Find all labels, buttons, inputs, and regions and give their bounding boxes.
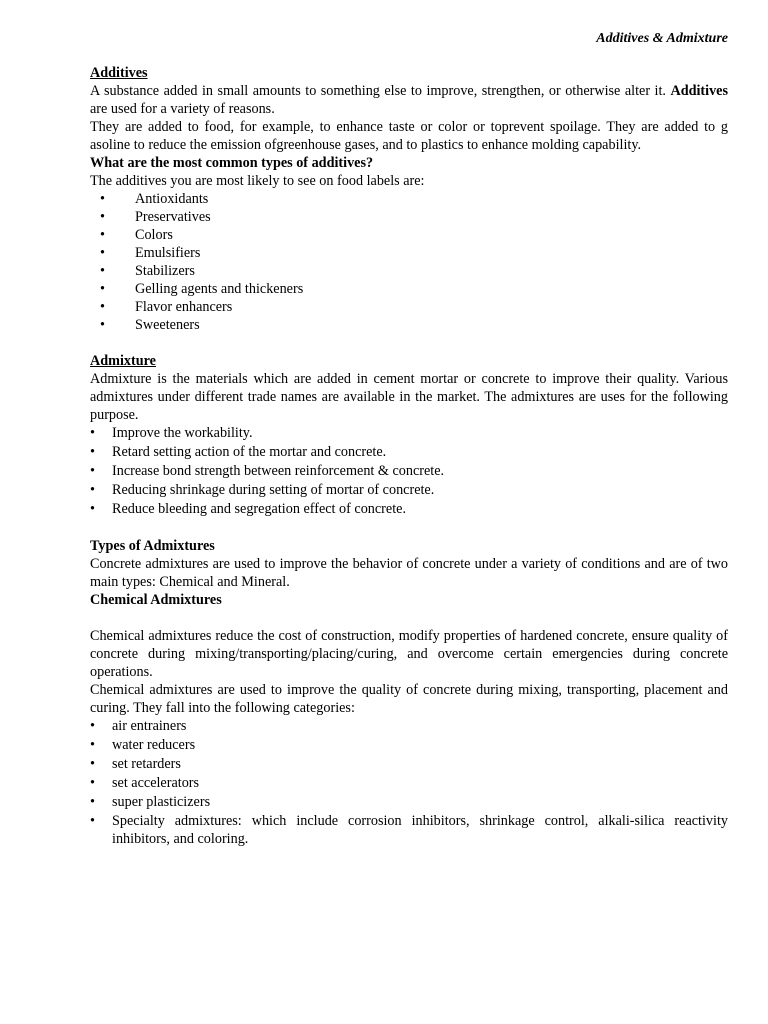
list-item: • Flavor enhancers (100, 299, 233, 315)
list-item: • Reducing shrinkage during setting of mortar of concrete. (90, 482, 435, 498)
list-item: • Reduce bleeding and segregation effect of concrete. (90, 501, 406, 517)
additives-question: What are the most common types of additives? (90, 155, 374, 171)
list-item: • Stabilizers (100, 263, 195, 279)
food-additives-list (90, 190, 728, 334)
additives-heading: Additives (90, 65, 148, 81)
list-item: • set accelerators (90, 775, 200, 791)
chemical-admixtures-heading: Chemical Admixtures (90, 592, 222, 608)
admixture-heading: Admixture (90, 353, 156, 369)
list-item: • air entrainers (90, 718, 187, 734)
list-item: • Gelling agents and thickeners (100, 281, 304, 297)
admixture-purpose-list (90, 424, 728, 519)
running-header: Additives & Admixture (596, 31, 728, 46)
list-item: • Preservatives (100, 209, 211, 225)
list-item: • Specialty admixtures: which include corrosion inhibitors, shrinkage control, alkali-silica reactivity inhibitors, and coloring. (90, 813, 728, 847)
list-item: • Colors (100, 227, 173, 243)
additives-intro: The additives you are most likely to see on food labels are: (90, 173, 425, 189)
types-intro: Concrete admixtures are used to improve the behavior of concrete under a variety of conditions and are of two main types: Chemical and Mineral. (90, 556, 728, 590)
list-item: • water reducers (90, 737, 196, 753)
list-item: • Increase bond strength between reinforcement & concrete. (90, 463, 445, 479)
additives-definition: A substance added in small amounts to something else to improve, strengthen, or otherwise alter it. Additives are used for a variety of reasons. (90, 83, 728, 117)
list-item: • Improve the workability. (90, 425, 253, 441)
chemical-admixtures-para-1: Chemical admixtures reduce the cost of construction, modify properties of hardened concrete, ensure quality of concrete during mixing/transporting/placing/curing, and overcome certain emergencies during concrete operations. (90, 628, 728, 680)
admixture-definition: Admixture is the materials which are added in cement mortar or concrete to improve their quality. Various admixtures under different trade names are available in the market. The admixtures are uses for the following purpose. (90, 371, 728, 423)
list-item: • Antioxidants (100, 191, 209, 207)
list-item: • Emulsifiers (100, 245, 201, 261)
document-page (90, 64, 728, 848)
list-item: • Sweeteners (100, 317, 200, 333)
list-item: • Retard setting action of the mortar and concrete. (90, 444, 387, 460)
chemical-admixtures-para-2: Chemical admixtures are used to improve the quality of concrete during mixing, transporting, placement and curing. They fall into the following categories: (90, 682, 728, 716)
list-item: • super plasticizers (90, 794, 211, 810)
list-item: • set retarders (90, 756, 181, 772)
types-heading: Types of Admixtures (90, 538, 215, 554)
chemical-admixtures-list (90, 717, 728, 848)
additives-uses: They are added to food, for example, to enhance taste or color or toprevent spoilage. They are added to g asoline to reduce the emission ofgreenhouse gases, and to plastics to enhance molding capability. (90, 119, 728, 153)
